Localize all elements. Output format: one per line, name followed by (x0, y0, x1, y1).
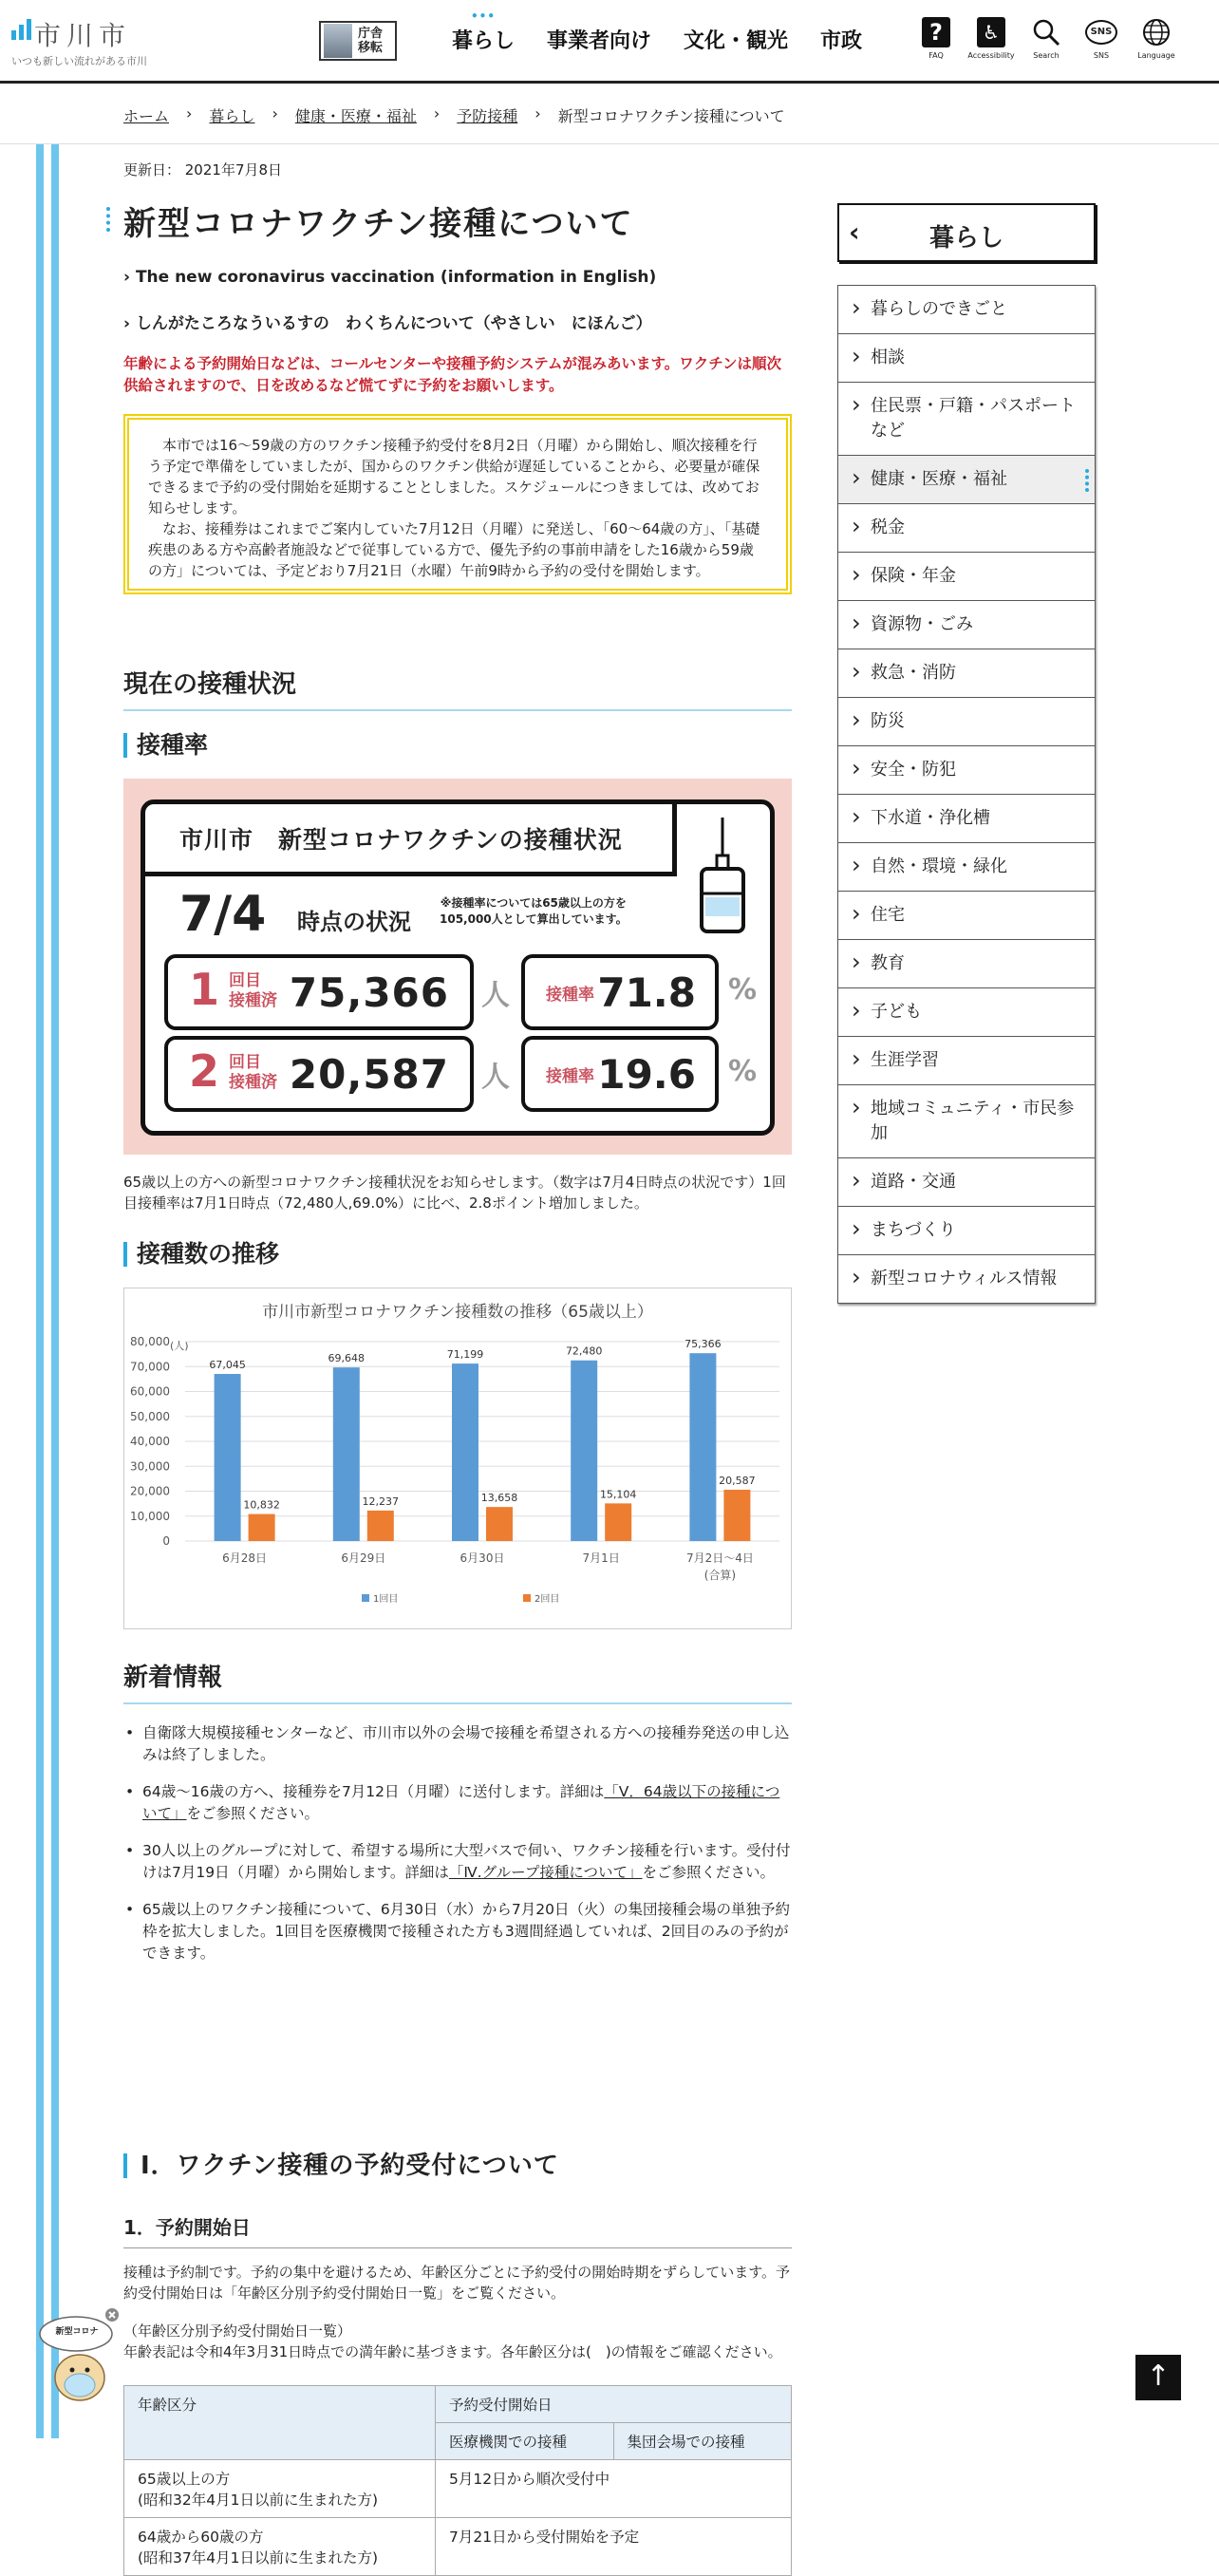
start-cell: 7月21日から受付開始を予定 (436, 2518, 792, 2576)
y-tick-label: 60,000 (130, 1384, 170, 1399)
sidebar-item[interactable]: › 新型コロナウィルス情報 (838, 1255, 1095, 1303)
search-label: Search (1033, 51, 1060, 60)
bar-second-dose (605, 1503, 631, 1541)
percent-unit: % (728, 973, 758, 1006)
first-dose-rate-box (521, 954, 719, 1030)
infographic-card (141, 799, 775, 1136)
news-item (123, 1840, 792, 1884)
first-dose-rate: 71.8 (597, 969, 696, 1016)
x-tick-sublabel: (合算) (703, 1569, 737, 1582)
section-news: 新着情報 (123, 1658, 792, 1704)
data-label: 71,199 (446, 1348, 484, 1362)
accessibility-icon: ♿ (977, 17, 1005, 47)
data-label: 67,045 (209, 1359, 246, 1372)
second-dose-row (164, 1036, 762, 1114)
y-tick-label: 20,000 (130, 1484, 170, 1498)
dose-number: 1 (189, 964, 220, 1015)
sns-button[interactable] (1077, 15, 1126, 60)
y-tick-label: 70,000 (130, 1360, 170, 1374)
bar-first-dose (333, 1367, 360, 1541)
sidebar-item[interactable]: › 住宅 (838, 892, 1095, 940)
legend-label: 1回目 (373, 1594, 399, 1605)
bar-first-dose (689, 1353, 716, 1541)
chart-title: 市川市新型コロナワクチン接種数の推移（65歳以上） (262, 1303, 653, 1322)
data-label: 20,587 (719, 1474, 756, 1487)
sns-icon: SNS (1085, 20, 1117, 45)
page-title: 新型コロナワクチン接種について (123, 205, 634, 243)
english-info-link-label: The new coronavirus vaccination (information in English) (135, 268, 657, 287)
breadcrumb-bar (0, 84, 1219, 144)
notice-paragraph-1: 本市では16～59歳の方のワクチン接種予約受付を8月2日（月曜）から開始し、順次接種を行う予定で準備をしていましたが、国からのワクチン供給が遅延していることから、必要量が確保できるまで予約の受付開始を延期することとしました。スケジュールにつきましては、改めてお知らせします。 (148, 437, 760, 517)
city-hall-moved-banner[interactable] (319, 21, 397, 61)
accessibility-label: Accessibility (967, 51, 1015, 60)
second-dose-count: 20,587 (289, 1051, 449, 1098)
legend-label: 2回目 (534, 1594, 560, 1605)
dose-label-line1: 回目 (229, 1053, 261, 1072)
news-text: 自衛隊大規模接種センターなど、市川市以外の会場で接種を希望される方への接種券発送の申し込みは終了しました。 (142, 1724, 790, 1763)
breadcrumb-current: 新型コロナワクチン接種について (557, 107, 785, 125)
breadcrumb-separator: › (433, 104, 441, 122)
data-label: 12,237 (362, 1495, 400, 1508)
col-clinic: 医療機関での接種 (436, 2423, 614, 2460)
sidebar-item[interactable]: › 子ども (838, 988, 1095, 1037)
sidebar-item[interactable]: › 税金 (838, 504, 1095, 553)
breadcrumb-separator: › (186, 104, 193, 122)
sidebar-item[interactable]: › 教育 (838, 940, 1095, 988)
sidebar-item[interactable]: › まちづくり (838, 1207, 1095, 1255)
data-label: 72,480 (565, 1344, 603, 1358)
bar-second-dose (249, 1514, 275, 1541)
arrow-up-icon: ↑ (1146, 2360, 1171, 2393)
age-group: 65歳以上の方 (138, 2471, 231, 2488)
rate-note-line1: ※接種率については65歳以上の方を (440, 896, 627, 910)
y-tick-label: 30,000 (130, 1459, 170, 1474)
bar-chart (124, 1288, 791, 1628)
dose-label-line2: 接種済 (229, 991, 277, 1010)
rate-calculation-note (440, 895, 628, 928)
first-dose-row (164, 954, 762, 1032)
news-text: 65歳以上のワクチン接種について、6月30日（水）から7月20日（火）の集団接種会場の単独予約枠を拡大しました。1回目を医療機関で接種された方も3週間経過していれば、2回目のみの予約ができます。 (142, 1901, 791, 1962)
age-cell (124, 2460, 436, 2518)
breadcrumb-health[interactable]: 健康・医療・福祉 (294, 107, 417, 125)
sidebar-item[interactable]: › 相談 (838, 334, 1095, 383)
moved-badge-line1: 庁舎 (358, 27, 384, 41)
section-current-status: 現在の接種状況 (123, 665, 792, 711)
second-dose-rate: 19.6 (597, 1051, 696, 1098)
x-tick-label: 7月1日 (582, 1551, 620, 1565)
sidebar-menu (837, 285, 1096, 1304)
faq-icon: ? (922, 17, 950, 47)
people-unit: 人 (481, 979, 510, 1012)
table-row (124, 2518, 792, 2576)
syringe-icon (694, 818, 751, 931)
header-utility-icons (911, 15, 1187, 60)
news-text: をご参照ください。 (186, 1805, 320, 1822)
table-row (124, 2460, 792, 2518)
people-unit: 人 (481, 1061, 510, 1094)
decorative-stripes (36, 144, 68, 2438)
birth-date-range: (昭和32年4月1日以前に生まれた方) (138, 2491, 379, 2509)
breadcrumb (123, 104, 802, 126)
globe-icon (1141, 17, 1172, 47)
sidebar-item[interactable]: › 自然・環境・緑化 (838, 843, 1095, 892)
rate-label: 接種率 (546, 986, 594, 1005)
nav-culture-tourism[interactable]: 文化・観光 (684, 29, 789, 53)
sidebar-item[interactable]: › 暮らしのできごと (838, 286, 1095, 334)
sidebar-item[interactable]: › 住民票・戸籍・パスポートなど (838, 383, 1095, 456)
age-group: 64歳から60歳の方 (138, 2529, 264, 2546)
breadcrumb-kurashi[interactable]: 暮らし (209, 107, 255, 125)
rate-label: 接種率 (546, 1067, 594, 1086)
nav-business[interactable]: 事業者向け (547, 29, 652, 53)
first-dose-count: 75,366 (289, 969, 449, 1016)
x-tick-label: 6月28日 (222, 1551, 268, 1565)
bar-first-dose (215, 1374, 241, 1541)
breadcrumb-vaccination[interactable]: 予防接種 (457, 107, 518, 125)
news-text: をご参照ください。 (642, 1864, 776, 1881)
table-note: 年齢表記は令和4年3月31日時点での満年齢に基づきます。各年齢区分は( )の情報をご確認ください。 (123, 2343, 782, 2360)
data-label: 75,366 (685, 1338, 722, 1351)
sidebar-title: 暮らし (928, 224, 1003, 253)
age-cell (124, 2518, 436, 2576)
reservation-warning: 年齢による予約開始日などは、コールセンターや接種予約システムが混みあいます。ワクチンは順次供給されますので、日を改めるなど慌てずに予約をお願いします。 (123, 355, 782, 394)
sidebar-item[interactable]: › 資源物・ごみ (838, 601, 1095, 649)
sidebar-item[interactable]: › 地域コミュニティ・市民参加 (838, 1085, 1095, 1158)
sidebar-back-button[interactable] (837, 203, 1096, 262)
y-tick-label: 80,000 (130, 1335, 170, 1348)
sidebar-item[interactable]: › 下水道・浄化槽 (838, 795, 1095, 843)
bar-second-dose (486, 1507, 513, 1541)
nav-kurashi[interactable]: ••• 暮らし (452, 25, 515, 54)
col-reservation-start: 予約受付開始日 (436, 2386, 792, 2423)
vaccination-status-infographic (123, 779, 792, 1155)
mascot-text: 新型コロナ (55, 2327, 99, 2337)
rate-explanation: 65歳以上の方への新型コロナワクチン接種状況をお知らせします。（数字は7月4日時点の状況です）1回目接種率は7月1日時点（72,480人,69.0%）に比べ、2.8ポイント増加しました。 (123, 1174, 786, 1212)
easy-japanese-link[interactable] (123, 310, 652, 333)
bar-second-dose (723, 1490, 750, 1541)
news-list (123, 1722, 792, 1980)
language-label: Language (1137, 51, 1175, 60)
section-vaccination-trend: 接種数の推移 (123, 1242, 279, 1267)
legend-swatch (523, 1594, 531, 1602)
status-date: 7/4 (179, 886, 267, 943)
y-tick-label: 40,000 (130, 1435, 170, 1448)
breadcrumb-home[interactable]: ホーム (123, 107, 170, 125)
under-64-link[interactable]: 「Ⅴ．64歳以下の接種について」 (142, 1783, 780, 1822)
sidebar-item[interactable]: › 安全・防犯 (838, 746, 1095, 795)
bar-first-dose (452, 1363, 478, 1541)
legend-swatch (362, 1594, 369, 1602)
col-age-group: 年齢区分 (124, 2386, 436, 2460)
search-button[interactable] (1022, 15, 1071, 60)
dose-label-line1: 回目 (229, 971, 261, 990)
x-tick-label: 7月2日～4日 (685, 1551, 754, 1565)
sidebar-item[interactable]: › 保険・年金 (838, 553, 1095, 601)
breadcrumb-separator: › (272, 104, 278, 122)
sidebar-item[interactable]: › 健康・医療・福祉 (838, 456, 1095, 504)
sidebar-item[interactable]: › 生涯学習 (838, 1037, 1095, 1085)
second-dose-rate-box (521, 1036, 719, 1112)
section-reservation: Ⅰ．ワクチン接種の予約受付について (123, 2153, 559, 2178)
subsection-reservation-start: 1．予約開始日 (123, 2212, 792, 2248)
chevron-right-icon: › (123, 268, 131, 287)
faq-label: FAQ (928, 51, 944, 60)
reservation-explanation: 接種は予約制です。予約の集中を避けるため、年齢区分ごとに予約受付の開始時期をずらしています。予約受付開始日は「年齢区分別予約受付開始日一覧」をご覧ください。 (123, 2264, 791, 2302)
dose-label-line2: 接種済 (229, 1073, 277, 1092)
y-axis-unit: (人) (170, 1340, 189, 1352)
group-vaccination-link[interactable]: 「Ⅳ.グループ接種について」 (448, 1864, 643, 1881)
title-accent (106, 207, 110, 232)
news-text: 30人以上のグループに対して、希望する場所に大型バスで伺い、ワクチン接種を行います。受付付けは7月19日（月曜）から開始します。詳細は (142, 1842, 791, 1881)
data-label: 15,104 (599, 1488, 637, 1501)
site-header (0, 0, 1219, 84)
y-tick-label: 50,000 (130, 1409, 170, 1423)
data-label: 10,832 (243, 1498, 280, 1512)
vaccination-trend-chart (123, 1288, 792, 1629)
sns-label: SNS (1093, 51, 1110, 60)
updated-date: 更新日： 2021年7月8日 (123, 161, 283, 179)
news-item (123, 1781, 792, 1825)
covid-info-mascot-banner[interactable] (38, 2309, 120, 2408)
x-tick-label: 6月29日 (341, 1551, 386, 1565)
city-logo-mark[interactable] (11, 19, 31, 40)
news-text: 64歳～16歳の方へ、接種券を7月12日（月曜）に送付します。詳細は (142, 1783, 605, 1800)
start-cell: 5月12日から順次受付中 (436, 2460, 792, 2518)
dose-number: 2 (189, 1045, 220, 1097)
bar-second-dose (367, 1511, 394, 1541)
sidebar-item[interactable]: › 防災 (838, 698, 1095, 746)
breadcrumb-separator: › (534, 104, 541, 122)
news-item (123, 1899, 792, 1965)
back-to-top-button[interactable] (1135, 2355, 1181, 2400)
table-caption: （年齢区分別予約受付開始日一覧） (123, 2322, 352, 2340)
accessibility-button[interactable] (966, 15, 1016, 60)
x-tick-label: 6月30日 (459, 1551, 505, 1565)
search-icon (1031, 17, 1061, 47)
first-dose-count-box (164, 954, 474, 1030)
language-button[interactable] (1132, 15, 1181, 60)
notice-paragraph-2: なお、接種券はこれまでご案内していた7月12日（月曜）に発送し、「60～64歳の方」、「基礎疾患のある方や高齢者施設などで従事している方で、優先予約の事前申請をした16歳から59歳の方」については、予定どおり7月21日（水曜）午前9時から予約の受付を開始します。 (148, 520, 760, 579)
easy-japanese-link-label: しんがたころなういるすの わくちんについて（やさしい にほんご） (135, 314, 652, 333)
y-tick-label: 0 (162, 1534, 170, 1548)
sidebar-item[interactable]: › 道路・交通 (838, 1158, 1095, 1207)
news-item (123, 1722, 792, 1766)
bar-first-dose (571, 1361, 597, 1541)
dose-label (229, 971, 277, 1011)
birth-date-range: (昭和37年4月1日以前に生まれた方) (138, 2549, 379, 2567)
y-tick-label: 10,000 (130, 1509, 170, 1523)
faq-button[interactable] (911, 15, 961, 60)
moved-badge-line2: 移転 (358, 41, 384, 55)
english-info-link[interactable] (123, 268, 656, 287)
data-label: 13,658 (480, 1492, 518, 1505)
status-date-label: 時点の状況 (297, 909, 411, 935)
nav-city-government[interactable]: 市政 (820, 29, 863, 53)
reservation-start-table (123, 2385, 792, 2576)
city-logo-tagline: いつも新しい流れがある市川 (11, 55, 147, 67)
building-icon (324, 24, 352, 58)
dose-label (229, 1053, 277, 1093)
infographic-title: 市川市 新型コロナワクチンの接種状況 (145, 804, 677, 876)
section-vaccination-rate: 接種率 (123, 733, 208, 758)
chevron-right-icon: › (123, 314, 131, 333)
percent-unit: % (728, 1055, 758, 1088)
sidebar-item[interactable]: › 救急・消防 (838, 649, 1095, 698)
second-dose-count-box (164, 1036, 474, 1112)
city-logo-name[interactable]: 市川市 (34, 20, 132, 51)
chevron-left-icon: ‹ (849, 216, 860, 248)
global-nav (452, 25, 894, 54)
data-label: 69,648 (328, 1352, 366, 1365)
col-group-venue: 集団会場での接種 (613, 2423, 792, 2460)
rate-note-line2: 105,000人として算出しています。 (440, 912, 628, 926)
supply-delay-notice (123, 414, 792, 594)
